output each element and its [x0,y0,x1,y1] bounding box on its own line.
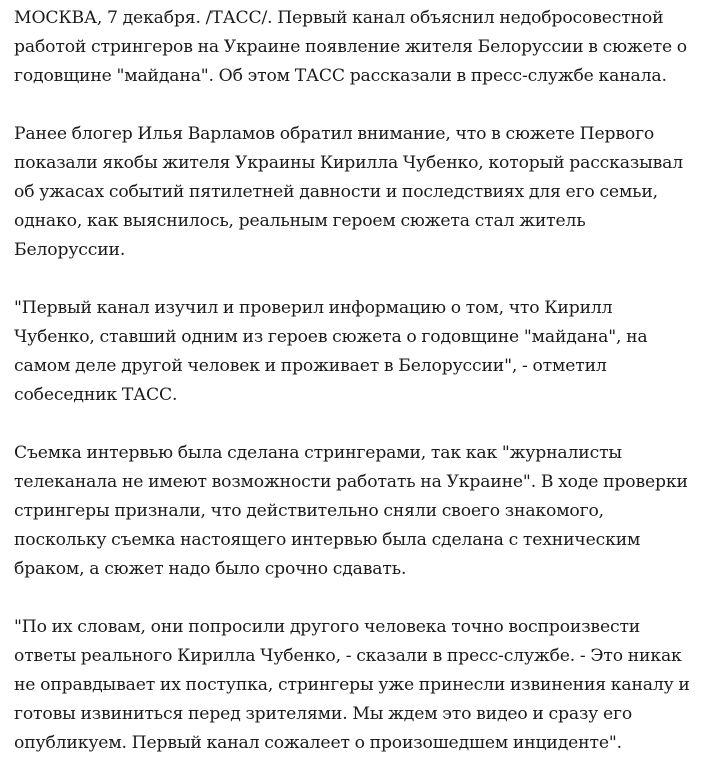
article-paragraph: Ранее блогер Илья Варламов обратил внимание, что в сюжете Первого показали якобы жителя Украины Кирилла Чубенко, который рассказывал об ужасах событий пятилетней давности и последствиях для его семьи, однако, как выяснилось, реальным героем сюжета стал житель Белоруссии. [14,124,683,260]
article-paragraph: Съемка интервью была сделана стрингерами, так как "журналисты телеканала не имеют возможности работать на Украине". В ходе проверки стрингеры признали, что действительно сняли своего знакомого, поскольку съемка настоящего интервью была сделана с техническим браком, а сюжет надо было срочно сдавать. [14,443,688,579]
article-paragraph: МОСКВА, 7 декабря. /ТАСС/. Первый канал объяснил недобросовестной работой стрингеров на Украине появление жителя Белоруссии в сюжете о годовщине "майдана". Об этом ТАСС рассказали в пресс-службе канала. [14,8,688,86]
article-paragraph: "Первый канал изучил и проверил информацию о том, что Кирилл Чубенко, ставший одним из героев сюжета о годовщине "майдана", на самом деле другой человек и проживает в Белоруссии", - отметил собеседник ТАСС. [14,298,648,405]
article-paragraph: "По их словам, они попросили другого человека точно воспроизвести ответы реального Кирилла Чубенко, - сказали в пресс-службе. - Это никак не оправдывает их поступка, стрингеры уже принесли извинения каналу и готовы извиниться перед зрителями. Мы ждем это видео и сразу его опубликуем. Первый канал сожалеет о произошедшем инциденте". [14,617,690,753]
